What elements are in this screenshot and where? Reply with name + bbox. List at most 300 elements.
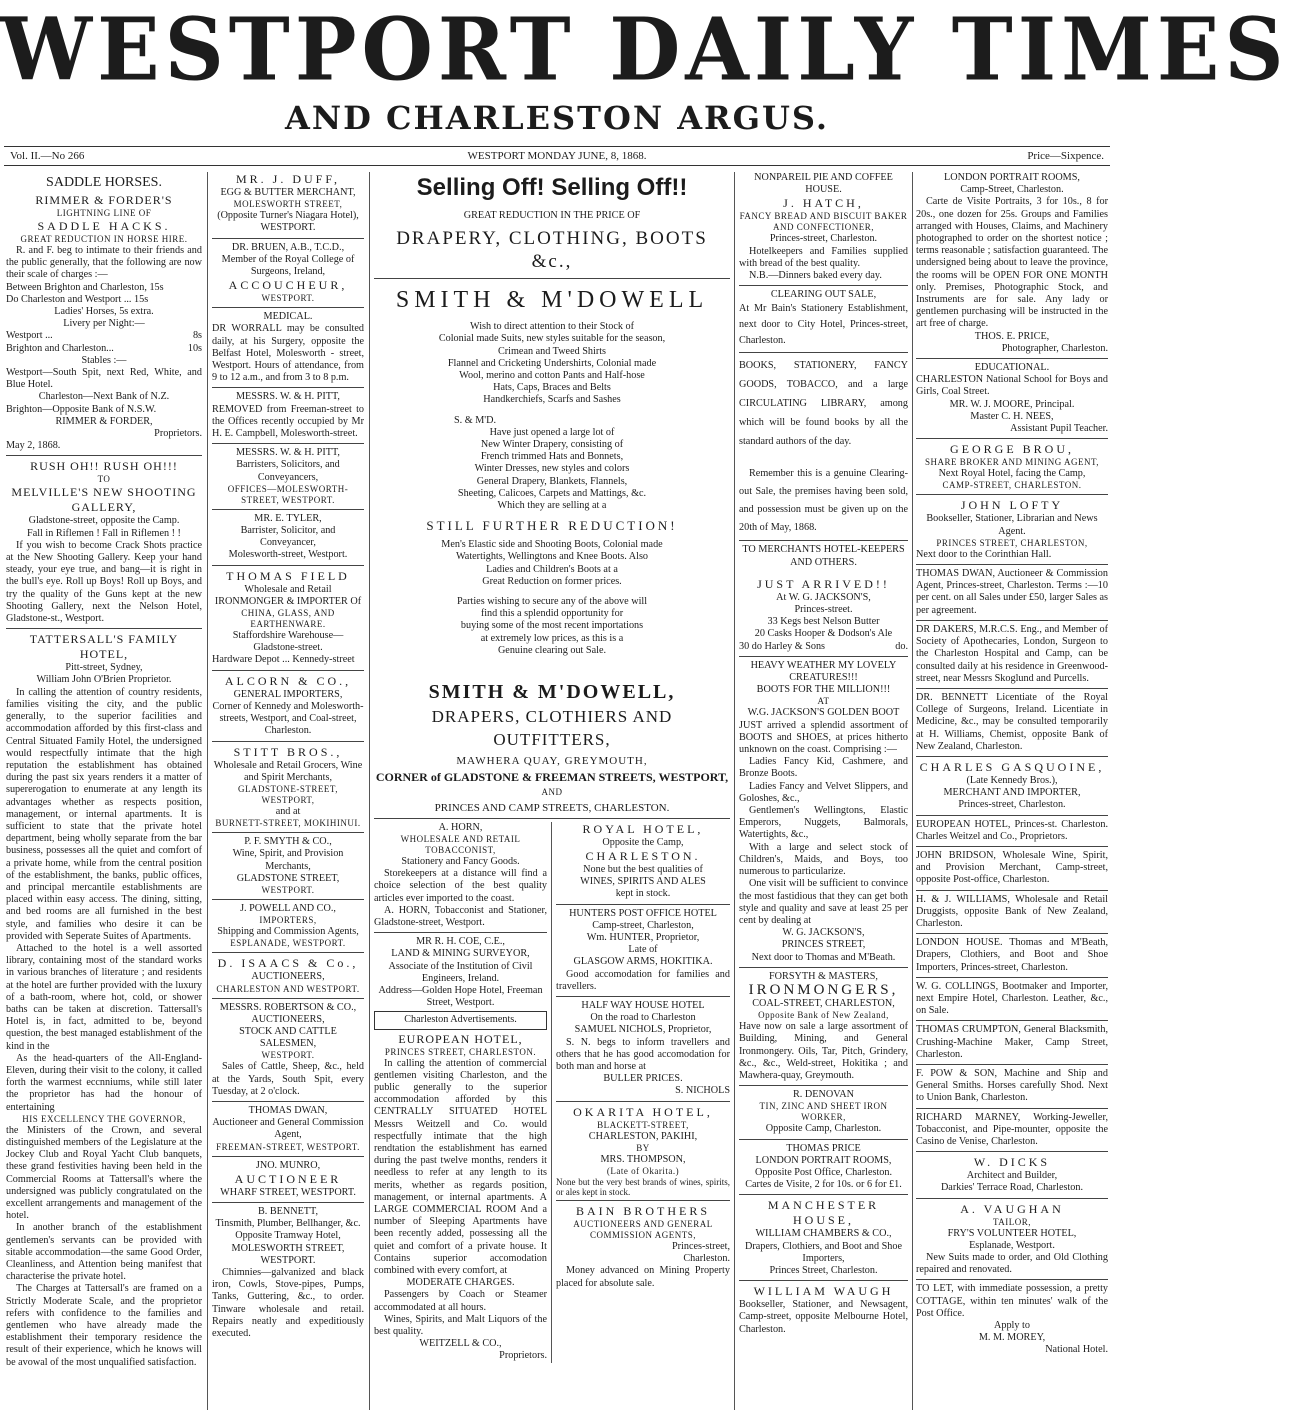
ad-line: National Hotel. xyxy=(1045,1344,1108,1356)
column-rule xyxy=(734,172,735,1410)
divider xyxy=(212,952,364,953)
divider xyxy=(916,438,1108,439)
ad-line: PRINCES AND CAMP STREETS, CHARLESTON. xyxy=(434,802,670,815)
ad-title: MESSRS. W. & H. PITT, xyxy=(236,447,340,459)
ad-line: Bookseller, Stationer, Librarian and News Agent. xyxy=(926,513,1098,537)
ad-title: OKARITA HOTEL, xyxy=(573,1104,713,1119)
ad-line: Parties wishing to secure any of the above will xyxy=(456,596,648,608)
ad-body: LONDON HOUSE. Thomas and M'Beath, Drapers, Clothiers, and Boot and Shoe Importers, Princes-street, Charleston. xyxy=(916,937,1108,973)
ad-line: ACCOUCHEUR, xyxy=(228,278,348,293)
ad-line: BULLER PRICES. xyxy=(603,1073,683,1085)
ad-line: TO xyxy=(97,474,111,485)
ad-title: DR. BRUEN, A.B., T.C.D., xyxy=(231,241,345,253)
ad-title: D. ISAACS & Co., xyxy=(217,956,359,971)
ad-line: buying some of the most recent importations xyxy=(460,620,644,632)
ad-line: Tinsmith, Plumber, Bellhanger, &c. xyxy=(215,1218,361,1230)
ad-title: MEDICAL. xyxy=(263,311,313,323)
ad-body: Carte de Visite Portraits, 3 for 10s., 8 for 20s., one dozen for 25s. Groups and Families arranged with Houses, Claims, and Machinery photographed to order on the shortest notice ; terms reasonable ; satisfaction guaranteed. The undersigned being about to leave the province, the rooms will be OPEN FOR ONE MONTH only. Premises, Photographic Stock, and Instruments are for sale. Any lady or gentlemen purchasing will be instructed in the art free of charge. xyxy=(916,196,1108,330)
rate-label: Brighton and Charleston... xyxy=(6,342,114,354)
divider xyxy=(739,656,908,657)
divider xyxy=(212,670,364,671)
ad-line: Camp-street, Charleston, xyxy=(592,919,694,931)
divider xyxy=(374,278,730,279)
ad-line: Associate of the Institution of Civil Engineers, Ireland. xyxy=(388,960,533,984)
ad-line: Opposite Bank of New Zealand, xyxy=(758,1010,889,1021)
ad-line: BOOTS FOR THE MILLION!!! xyxy=(756,684,891,696)
ad-line: Ladies' Horses, 5s extra. xyxy=(54,306,154,318)
ad-line: General Drapery, Blankets, Flannels, xyxy=(476,475,628,487)
ad-line: Assistant Pupil Teacher. xyxy=(1010,423,1108,435)
ad-line: BURNETT-STREET, MOKIHINUI. xyxy=(215,818,361,829)
ad-signature: THOS. E. PRICE, xyxy=(974,330,1050,342)
ad-line: at extremely low prices, as this is a xyxy=(480,632,624,644)
ad-line: CHARLESTON. xyxy=(585,848,701,863)
ad-line: AT xyxy=(817,696,830,707)
ad-line: PRINCES STREET, xyxy=(781,939,866,951)
ad-line: N.B.—Dinners baked every day. xyxy=(749,270,882,282)
ad-body: H. & J. WILLIAMS, Wholesale and Retail Druggists, opposite Bank of New Zealand, Charleston. xyxy=(916,893,1108,929)
divider xyxy=(212,741,364,742)
divider xyxy=(916,564,1108,565)
ad-heading: Selling Off! Selling Off!! xyxy=(416,174,688,201)
ad-line: kept in stock. xyxy=(615,888,671,900)
ad-line: Architect and Builder, xyxy=(966,1170,1058,1182)
ad-title: THOMAS DWAN, xyxy=(248,1104,328,1116)
ad-heading: SADDLE HORSES. xyxy=(46,175,162,190)
stock-row xyxy=(739,641,908,653)
ad-line: find this a splendid opportunity for xyxy=(480,608,624,620)
ad-title: CLEARING OUT SALE, xyxy=(770,289,877,301)
ad-title: J. HATCH, xyxy=(783,196,864,211)
ad-line: Next Royal Hotel, facing the Camp, xyxy=(938,468,1086,480)
ad-line: LIGHTNING LINE OF xyxy=(56,208,152,218)
ad-line: Address—Golden Hope Hotel, Freeman Street, Westport. xyxy=(378,984,543,1009)
stock-label: 30 do Harley & Sons xyxy=(739,640,826,652)
divider xyxy=(556,1101,730,1102)
ad-line: BLACKETT-STREET, xyxy=(597,1119,689,1130)
ad-body: Storekeepers at a distance will find a choice selection of the best quality articles ever imported to the coast. xyxy=(374,868,547,904)
ad-line: WESTPORT. xyxy=(261,884,315,895)
ad-title: MELVILLE'S NEW SHOOTING GALLERY, xyxy=(11,485,197,515)
ad-line: Princes-street, xyxy=(672,1240,730,1252)
ad-body: R. and F. beg to intimate to their friends and the public generally, that the following are now their scale of charges :— xyxy=(6,245,202,281)
ad-title: HALF WAY HOUSE HOTEL xyxy=(581,999,705,1011)
divider xyxy=(556,1200,730,1201)
divider xyxy=(739,540,908,541)
divider xyxy=(916,1198,1108,1199)
ad-line: Drapers, Clothiers, and Boot and Shoe Importers, xyxy=(744,1240,903,1264)
divider xyxy=(374,932,547,933)
ad-line: Barristers, Solicitors, and Conveyancers, xyxy=(236,459,340,483)
ad-title: P. F. SMYTH & CO., xyxy=(244,836,332,848)
divider xyxy=(739,1194,908,1195)
ad-title: JNO. MUNRO, xyxy=(255,1159,321,1171)
ad-line: CHARLESTON AND WESTPORT. xyxy=(216,983,360,994)
ad-line: Which they are selling at a xyxy=(497,500,607,512)
ad-line: Darkies' Terrace Road, Charleston. xyxy=(940,1182,1084,1194)
ad-line: Ladies and Children's Boots at a xyxy=(486,563,618,575)
ad-title: STILL FURTHER REDUCTION! xyxy=(426,518,678,534)
masthead xyxy=(0,0,1289,150)
ad-signature: WEITZELL & CO., xyxy=(419,1338,502,1350)
ad-body: At Mr Bain's Stationery Establishment, next door to City Hotel, Princes-street, Charleston. xyxy=(739,303,908,347)
ad-title: HUNTERS POST OFFICE HOTEL xyxy=(569,907,717,919)
column-2 xyxy=(212,172,364,1410)
column-1 xyxy=(6,172,202,1410)
ad-signature: RIMMER & FORDER, xyxy=(55,415,153,427)
ad-line: Do Charleston and Westport ... 15s xyxy=(6,293,149,305)
ad-title: A. VAUGHAN xyxy=(960,1201,1064,1216)
section-box-charleston: Charleston Advertisements. xyxy=(374,1011,547,1029)
ad-body: DR WORRALL may be consulted daily, at his Surgery, opposite the Belfast Hotel, Molesworth - street, Westport. Hours of attendance, from 9 to 12 a.m., and from 3 to 8 p.m. xyxy=(212,323,364,384)
ad-line: MOLESWORTH STREET, xyxy=(233,199,343,210)
ad-body: With a large and select stock of Children's, Maids, and Boys, too numerous to particularize. xyxy=(739,841,908,878)
ad-line: Opposite the Camp, xyxy=(602,836,684,848)
ad-title: MR. E. TYLER, xyxy=(254,512,322,524)
ad-line: Winter Dresses, new styles and colors xyxy=(474,463,630,475)
ad-line: Opposite Post Office, Charleston. xyxy=(754,1166,893,1178)
ad-line: Wish to direct attention to their Stock of xyxy=(470,321,634,333)
ad-title: B. BENNETT, xyxy=(257,1205,319,1217)
ad-line: Princes-street, Charleston. xyxy=(958,799,1066,811)
ad-line: None but the best qualities of xyxy=(583,863,703,875)
ad-line: Charleston. xyxy=(683,1253,730,1265)
column-rule xyxy=(369,172,370,1410)
volume-number: Vol. II.—No 266 xyxy=(10,150,85,162)
ad-line: Wool, merino and cotton Pants and Half-hose xyxy=(459,370,645,382)
divider xyxy=(212,509,364,510)
ad-title: EDUCATIONAL. xyxy=(974,362,1050,374)
divider xyxy=(916,933,1108,934)
ad-line: GLASGOW ARMS, HOKITIKA. xyxy=(573,956,713,968)
ad-body: New Suits made to order, and Old Clothing repaired and renovated. xyxy=(916,1252,1108,1276)
ad-line: S. & M'D. xyxy=(454,414,497,426)
ad-line: Cartes de Visite, 2 for 10s. or 6 for £1. xyxy=(745,1179,902,1191)
ad-line: Fall in Riflemen ! Fall in Riflemen ! ! xyxy=(27,527,181,539)
divider xyxy=(212,1156,364,1157)
dateline xyxy=(4,146,1110,166)
ad-line: WHOLESALE AND RETAIL TOBACCONIST, xyxy=(400,833,521,855)
divider xyxy=(739,1085,908,1086)
divider xyxy=(212,899,364,900)
ad-line: (Late of Okarita.) xyxy=(606,1165,680,1176)
ad-line: and at xyxy=(275,805,301,817)
newspaper-title: WESTPORT DAILY TIMES xyxy=(0,0,1289,101)
ad-title: A. HORN, xyxy=(438,821,483,833)
ad-title: GEORGE BROU, xyxy=(949,442,1074,457)
ad-heading: SMITH & M'DOWELL xyxy=(395,287,709,314)
ad-title: RUSH OH!! RUSH OH!!! xyxy=(30,459,178,474)
ad-line: EGG & BUTTER MERCHANT, xyxy=(220,187,356,198)
ad-line: Men's Elastic side and Shooting Boots, Colonial made xyxy=(441,539,663,551)
ad-title: THOMAS PRICE xyxy=(786,1142,861,1154)
ad-body: THOMAS DWAN, Auctioneer & Commission Agent, Princes-street, Charleston. Terms :—10 per cent. on all Sales under £50, larger Sales as per agreement. xyxy=(916,568,1108,616)
ad-line: Gladstone-street, opposite the Camp. xyxy=(28,515,180,527)
ad-line: Wm. HUNTER, Proprietor, xyxy=(586,931,700,943)
ad-body: As the head-quarters of the All-England-Eleven, during their visit to the colony, it called forth the warmest eccnniums, while still later the proprietor has had the honour of entertaining xyxy=(6,1052,202,1113)
ad-signature: M. M. MOREY, xyxy=(978,1332,1046,1344)
ad-line: MERCHANT AND IMPORTER, xyxy=(943,787,1081,799)
ad-title: DRAPERY, CLOTHING, BOOTS &c., xyxy=(396,228,708,273)
ad-line: William John O'Brien Proprietor. xyxy=(36,674,172,686)
ad-line: BY xyxy=(636,1142,650,1153)
ad-title: BAIN BROTHERS xyxy=(575,1203,710,1218)
ad-body: F. POW & SON, Machine and Ship and General Smiths. Horses carefully Shod. Next to Union Bank, Charleston. xyxy=(916,1067,1108,1104)
ad-title: IRONMONGERS, xyxy=(748,981,899,998)
ad-line: Wholesale and Retail Grocers, Wine and Spirit Merchants, xyxy=(213,759,363,783)
ad-title: FORSYTH & MASTERS, xyxy=(769,970,878,982)
ad-line: STOCK AND CATTLE SALESMEN, xyxy=(239,1025,337,1050)
ad-line: CHARLESTON, PAKIHI, xyxy=(588,1130,698,1142)
ad-body: DR DAKERS, M.R.C.S. Eng., and Member of Society of Apothecaries, London, Surgeon to the Charleston Hospital and Camp, can be consulted daily at his residence in Greenwood-street, near Messrs Skoglund and Purcells. xyxy=(916,623,1108,684)
column-rule xyxy=(912,172,913,1410)
ad-line: MAWHERA QUAY, GREYMOUTH, xyxy=(456,755,648,768)
divider xyxy=(212,565,364,566)
ad-body: the Ministers of the Crown, and several distinguished members of the Legislature at the Jockey Club and Royal Yacht Club banquets, these grand festivities having been held in the Commercial Rooms at Tattersall's where the undersigned was publicly congratulated on the excellent arrangements and management of the hotel. xyxy=(6,1124,202,1222)
ad-line: MOLESWORTH STREET, WESTPORT. xyxy=(231,1242,345,1266)
divider xyxy=(916,1108,1108,1109)
ad-date: May 2, 1868. xyxy=(6,440,61,452)
ad-line: LONDON PORTRAIT ROOMS, xyxy=(755,1154,892,1166)
ad-line: Esplanade, Westport. xyxy=(969,1239,1055,1251)
ad-title: TATTERSALL'S FAMILY HOTEL, xyxy=(29,632,179,662)
ad-body: RICHARD MARNEY, Working-Jeweller, Tobacconist, and Pipe-mounter, opposite the Casino de Venise, Charleston. xyxy=(916,1111,1108,1147)
ad-body: JUST arrived a splendid assortment of BOOTS and SHOES, at prices hitherto unknown on the coast. Comprising :— xyxy=(739,719,908,756)
ad-line: Between Brighton and Charleston, 15s xyxy=(6,281,164,293)
divider xyxy=(916,815,1108,816)
ad-line: Princes Street, Charleston. xyxy=(769,1264,878,1276)
ad-title: DRAPERS, CLOTHIERS AND OUTFITTERS, xyxy=(431,707,673,750)
ad-line: Pitt-street, Sydney, xyxy=(65,662,143,674)
divider xyxy=(916,1151,1108,1152)
ad-body: One visit will be sufficient to convince the most fastidious that they can get both style and quality and save at least 25 per cent by dealing at xyxy=(739,878,908,926)
divider xyxy=(916,1020,1108,1021)
ad-line: Staffordshire Warehouse—Gladstone-street. xyxy=(232,630,344,654)
ad-body: Money advanced on Mining Property placed for absolute sale. xyxy=(556,1265,730,1289)
ad-line: FREEMAN-STREET, WESTPORT. xyxy=(216,1141,360,1152)
ad-body: REMOVED from Freeman-street to the Offices recently occupied by Mr H. E. Campbell, Molesworth-street. xyxy=(212,403,364,440)
divider xyxy=(739,1139,908,1140)
ad-line: CAMP-STREET, CHARLESTON. xyxy=(942,480,1082,491)
ad-line: Crimean and Tweed Shirts xyxy=(497,345,607,357)
ad-line: Apply to xyxy=(994,1320,1030,1332)
ad-line: GREAT REDUCTION IN HORSE HIRE. xyxy=(20,234,188,244)
ad-title: HEAVY WEATHER MY LOVELY CREATURES!!! xyxy=(750,659,897,684)
ad-title: MESSRS. W. & H. PITT, xyxy=(236,391,340,403)
ad-line: AUCTIONEERS, xyxy=(251,971,325,983)
ad-body: None but the very best brands of wines, spirits, or ales kept in stock. xyxy=(556,1176,730,1197)
ad-body: Remember this is a genuine Clearing-out Sale, the premises having been sold, and possession must be given up on the 20th of May, 1868. xyxy=(739,468,908,534)
ad-title: THOMAS FIELD xyxy=(226,568,350,583)
ad-line: GLADSTONE STREET, xyxy=(236,872,340,884)
ad-line: FRY'S VOLUNTEER HOTEL, xyxy=(947,1227,1077,1239)
divider xyxy=(916,620,1108,621)
divider xyxy=(916,977,1108,978)
ad-line: Proprietors. xyxy=(499,1350,547,1362)
ad-body: S. N. begs to inform travellers and others that he has good accomodation for both man and horse at xyxy=(556,1036,730,1072)
ad-title: TO MERCHANTS HOTEL-KEEPERS AND OTHERS. xyxy=(742,544,905,568)
ad-line: Princes-street, Charleston. xyxy=(769,233,878,245)
ad-body: Sales of Cattle, Sheep, &c., held at the Yards, South Spit, every Tuesday, at 2 o'clock. xyxy=(212,1061,364,1097)
ad-line: COAL-STREET, CHARLESTON, xyxy=(752,997,895,1009)
divider xyxy=(6,455,202,456)
ad-line: AND xyxy=(541,787,563,798)
divider xyxy=(212,307,364,308)
ad-line: WESTPORT. xyxy=(261,293,315,304)
divider xyxy=(212,1202,364,1203)
column-4 xyxy=(739,172,908,1410)
ad-line: Princes-street. xyxy=(794,604,853,616)
divider xyxy=(739,1280,908,1281)
ad-body: CHARLESTON National School for Boys and Girls, Coal Street. xyxy=(916,374,1108,398)
ad-signature: S. NICHOLS xyxy=(675,1085,730,1097)
ad-body: Attached to the hotel is a well assorted library, containing most of the standard works in various branches of literature ; and residents at the hotel are further provided with the luxury of a bath-room, where hot, cold, or shower baths can be taken at discretion. Tattersall's Hotel is, in fact, admitted to be, beyond question, the best managed establishment of the kind in the xyxy=(6,942,202,1052)
divider xyxy=(739,967,908,968)
ad-line: WHARF STREET, WESTPORT. xyxy=(220,1186,356,1198)
divider xyxy=(212,387,364,388)
column-3a xyxy=(374,822,552,1363)
ad-line: TAILOR, xyxy=(992,1216,1032,1227)
ad-line: Shipping and Commission Agents, xyxy=(217,926,359,938)
divider xyxy=(916,756,1108,757)
divider xyxy=(212,238,364,239)
ad-title: MR R. H. COE, C.E., xyxy=(416,936,505,948)
ad-title: CHARLES GASQUOINE, xyxy=(919,759,1105,774)
divider xyxy=(556,904,730,905)
ad-body: JOHN BRIDSON, Wholesale Wine, Spirit, and Provision Merchant, Camp-street, opposite Post-office, Charleston. xyxy=(916,849,1108,886)
ad-line: Hardware Depot ... Kennedy-street xyxy=(212,654,355,666)
ad-line: SAMUEL NICHOLS, Proprietor, xyxy=(574,1024,712,1036)
ad-line: IMPORTERS, xyxy=(259,915,317,926)
ad-body: TO LET, with immediate possession, a pretty COTTAGE, within ten minutes' walk of the Post Office. xyxy=(916,1283,1108,1319)
ad-title: EUROPEAN HOTEL, xyxy=(398,1031,523,1046)
ad-line: French trimmed Hats and Bonnets, xyxy=(480,451,624,463)
ad-line: Late of xyxy=(628,944,658,956)
divider xyxy=(556,996,730,997)
divider xyxy=(212,1101,364,1102)
ad-line: LAND & MINING SURVEYOR, xyxy=(391,948,530,960)
column-3 xyxy=(374,172,730,1410)
ad-line: Livery per Night:— xyxy=(63,318,145,330)
ad-body: W. G. COLLINGS, Bootmaker and Importer, next Empire Hotel, Charleston. Leather, &c., on Sale. xyxy=(916,980,1108,1017)
ad-line: Wine, Spirit, and Provision Merchants, xyxy=(232,848,344,872)
ad-line: Hats, Caps, Braces and Belts xyxy=(493,382,611,394)
ad-body: Good accomodation for families and travellers. xyxy=(556,968,730,992)
ad-line: Member of the Royal College of Surgeons, Ireland, xyxy=(221,253,355,278)
divider xyxy=(916,1279,1108,1280)
ad-line: Master C. H. NEES, xyxy=(970,410,1054,422)
ad-line: At W. G. JACKSON'S, xyxy=(776,591,871,603)
ad-line: W.G. JACKSON'S GOLDEN BOOT xyxy=(747,707,900,719)
divider xyxy=(916,688,1108,689)
ad-line: CHINA, GLASS, AND EARTHENWARE. xyxy=(241,608,335,630)
rate-label: Westport ... xyxy=(6,330,53,342)
ad-line: Have just opened a large lot of xyxy=(489,426,615,438)
ad-line: Great Reduction on former prices. xyxy=(482,575,622,587)
ad-body: Chimnies—galvanized and black iron, Cowls, Stove-pipes, Pumps, Tanks, Guttering, &c., to order. Tinware wholesale and retail. Repairs neatly and expeditiously executed. xyxy=(212,1266,364,1339)
ad-line: TIN, ZINC AND SHEET IRON WORKER, xyxy=(759,1101,888,1123)
rate-value: 10s xyxy=(187,342,202,354)
ad-line: Next door to the Corinthian Hall. xyxy=(916,548,1052,560)
newspaper-subtitle: AND CHARLESTON ARGUS. xyxy=(285,99,829,137)
ad-body: The Charges at Tattersall's are framed on a Strictly Moderate Scale, and the proprietor refers with confidence to the families and gentlemen who have already made the establishment their temporary residence the result of their experience, which he knows will be avowal of the most unqualified satisfaction. xyxy=(6,1283,202,1368)
ad-line: Barrister, Solicitor, and Conveyancer, xyxy=(240,525,336,549)
issue-date: WESTPORT MONDAY JUNE, 8, 1868. xyxy=(467,150,647,162)
ad-line: Molesworth-street, Westport. xyxy=(228,549,348,561)
stock-value: do. xyxy=(895,640,908,652)
ad-title: MANCHESTER HOUSE, xyxy=(767,1198,880,1228)
divider xyxy=(916,358,1108,359)
ad-line: Proprietors. xyxy=(154,428,202,440)
ad-line: IRONMONGER & IMPORTER Of xyxy=(214,595,362,607)
ad-line: Stables :— xyxy=(81,354,127,366)
ad-title: R. DENOVAN xyxy=(793,1089,854,1101)
ad-body: DR. BENNETT Licentiate of the Royal College of Surgeons, Ireland. Licentiate in Medicine, &c., may be consulted temporarily at H. Williams, Chemist, opposite Bank of New Zealand, Charleston. xyxy=(916,691,1108,752)
ad-body: Gentlemen's Wellingtons, Elastic Emperors, Nuggets, Balmorals, Watertights, &c., xyxy=(739,805,908,841)
ad-body: Bookseller, Stationer, and Newsagent, Camp-street, opposite Melbourne Hotel, Charleston. xyxy=(739,1299,908,1335)
ad-body: Passengers by Coach or Steamer accommodated at all hours. xyxy=(374,1289,547,1313)
ad-title: W. DICKS xyxy=(973,1155,1051,1170)
column-3b xyxy=(552,822,730,1363)
ad-title: JUST ARRIVED!! xyxy=(757,576,890,591)
divider xyxy=(916,890,1108,891)
ad-title: WILLIAM WAUGH xyxy=(753,1284,894,1299)
ad-line: WESTPORT. xyxy=(261,1050,315,1061)
ad-body: If you wish to become Crack Shots practice at the New Shooting Gallery. Keep your hand steady, your eye true, and bang—it is right in the bull's eye. Roll up Boys! Roll up Boys, and try the quality of the Guns kept at the new Shooting Gallery, next the Nelson Hotel, Gladstone-st., Westport. xyxy=(6,539,202,625)
ad-title: ALCORN & CO., xyxy=(224,673,352,688)
ad-body: In calling the attention of country residents, families visiting the city, and the public generally, to the superior facilities and accommodation afforded by this first-class and Central Situated Family Hotel, the undersigned would respectfully intimate that the high reputation the establishment has obtained during the past six years renders it a matter of supererogation to enumerate at any length its advantages whether as respects position, management, or internal apartments. It is sufficient to state that the private hotel department, being wholly separate from the bar business, possesses all the quiet and comfort of a private home, while from the central position of the establishment, the banks, public offices, and principal mercantile establishments are placed within easy access. The dining, sitting, and bed rooms are all furnished in the best style, and families who desire it can be provided with Seperate Suites of Apartments. xyxy=(6,686,202,942)
divider xyxy=(739,352,908,353)
ad-line: (Opposite Turner's Niagara Hotel), WESTPORT. xyxy=(217,210,359,234)
ad-line: GREAT REDUCTION IN THE PRICE OF xyxy=(463,210,641,221)
ad-line: WINES, SPIRITS AND ALES xyxy=(580,876,706,888)
ad-line: HIS EXCELLENCY THE GOVERNOR, xyxy=(22,1113,186,1124)
divider xyxy=(212,443,364,444)
rate-row xyxy=(6,343,202,355)
column-3-split xyxy=(374,822,730,1363)
ad-line: SHARE BROKER AND MINING AGENT, xyxy=(924,457,1100,468)
ad-line: GENERAL IMPORTERS, xyxy=(233,688,343,700)
ad-body: THOMAS CRUMPTON, General Blacksmith, Crushing-Machine Maker, Camp Street, Charleston. xyxy=(916,1024,1108,1060)
ad-line: Auctioneer and General Commission Agent, xyxy=(212,1117,364,1141)
ad-title: SADDLE HACKS. xyxy=(37,219,171,233)
ad-body: Have now on sale a large assortment of Building, Mining, and General Ironmongery. Oils, Tar, Pitch, Grindery, &c., &c., Weld-street, Hokitika ; and Mawhera-quay, Greymouth. xyxy=(739,1021,908,1081)
ad-line: PRINCES STREET, CHARLESTON. xyxy=(384,1046,537,1057)
ad-title: NONPAREIL PIE AND COFFEE HOUSE. xyxy=(754,172,893,196)
ad-body: In calling the attention of commercial gentlemen visiting Charleston, and the public generally to the superior accommodation afforded by this CENTRALLY SITUATED HOTEL Messrs Weitzell and Co. would respectfully intimate that the high rendtation the establishment has earned during the past twelve months, renders it needless to refer at any length to its merits, whether as regards position, management, or internal apartments. A LARGE COMMERCIAL ROOM And a number of Sleeping Apartments have been recently added, possessing all the quiet and comfort of a private house. It Contains superior accomodation combined with every comfort, at xyxy=(374,1057,547,1276)
rate-row xyxy=(6,330,202,342)
ad-line: CORNER of GLADSTONE & FREEMAN STREETS, WESTPORT, xyxy=(375,770,729,785)
ad-line: Handkerchiefs, Scarfs and Sashes xyxy=(483,394,621,406)
divider xyxy=(916,494,1108,495)
ad-title: STITT BROS., xyxy=(233,744,343,759)
ad-line: Sheeting, Calicoes, Carpets and Mattings, &c. xyxy=(457,487,647,499)
ad-line: 20 Casks Hooper & Dodson's Ale xyxy=(754,628,893,640)
ad-signature: W. G. JACKSON'S, xyxy=(782,927,865,939)
divider xyxy=(6,628,202,629)
ad-line: MODERATE CHARGES. xyxy=(406,1277,515,1289)
ad-title: JOHN LOFTY xyxy=(960,498,1064,513)
ad-line: Charleston—Next Bank of N.Z. xyxy=(38,391,170,403)
ad-line: Corner of Kennedy and Molesworth-streets, Westport, and Coal-street, Charleston. xyxy=(212,700,364,737)
ad-line: New Winter Drapery, consisting of xyxy=(480,439,624,451)
divider xyxy=(916,1064,1108,1065)
ad-body: In another branch of the establishment gentlemen's servants can be provided with sitable accommodation—the same Good Order, Cleanliness, and Attention being manifest that characterise the private hotel. xyxy=(6,1222,202,1283)
ad-line: OFFICES—MOLESWORTH-STREET, WESTPORT. xyxy=(227,483,349,505)
column-5 xyxy=(916,172,1108,1410)
ad-title: ROYAL HOTEL, xyxy=(582,821,704,836)
ad-line: FANCY BREAD AND BISCUIT BAKER AND CONFECTIONER, xyxy=(739,211,908,233)
